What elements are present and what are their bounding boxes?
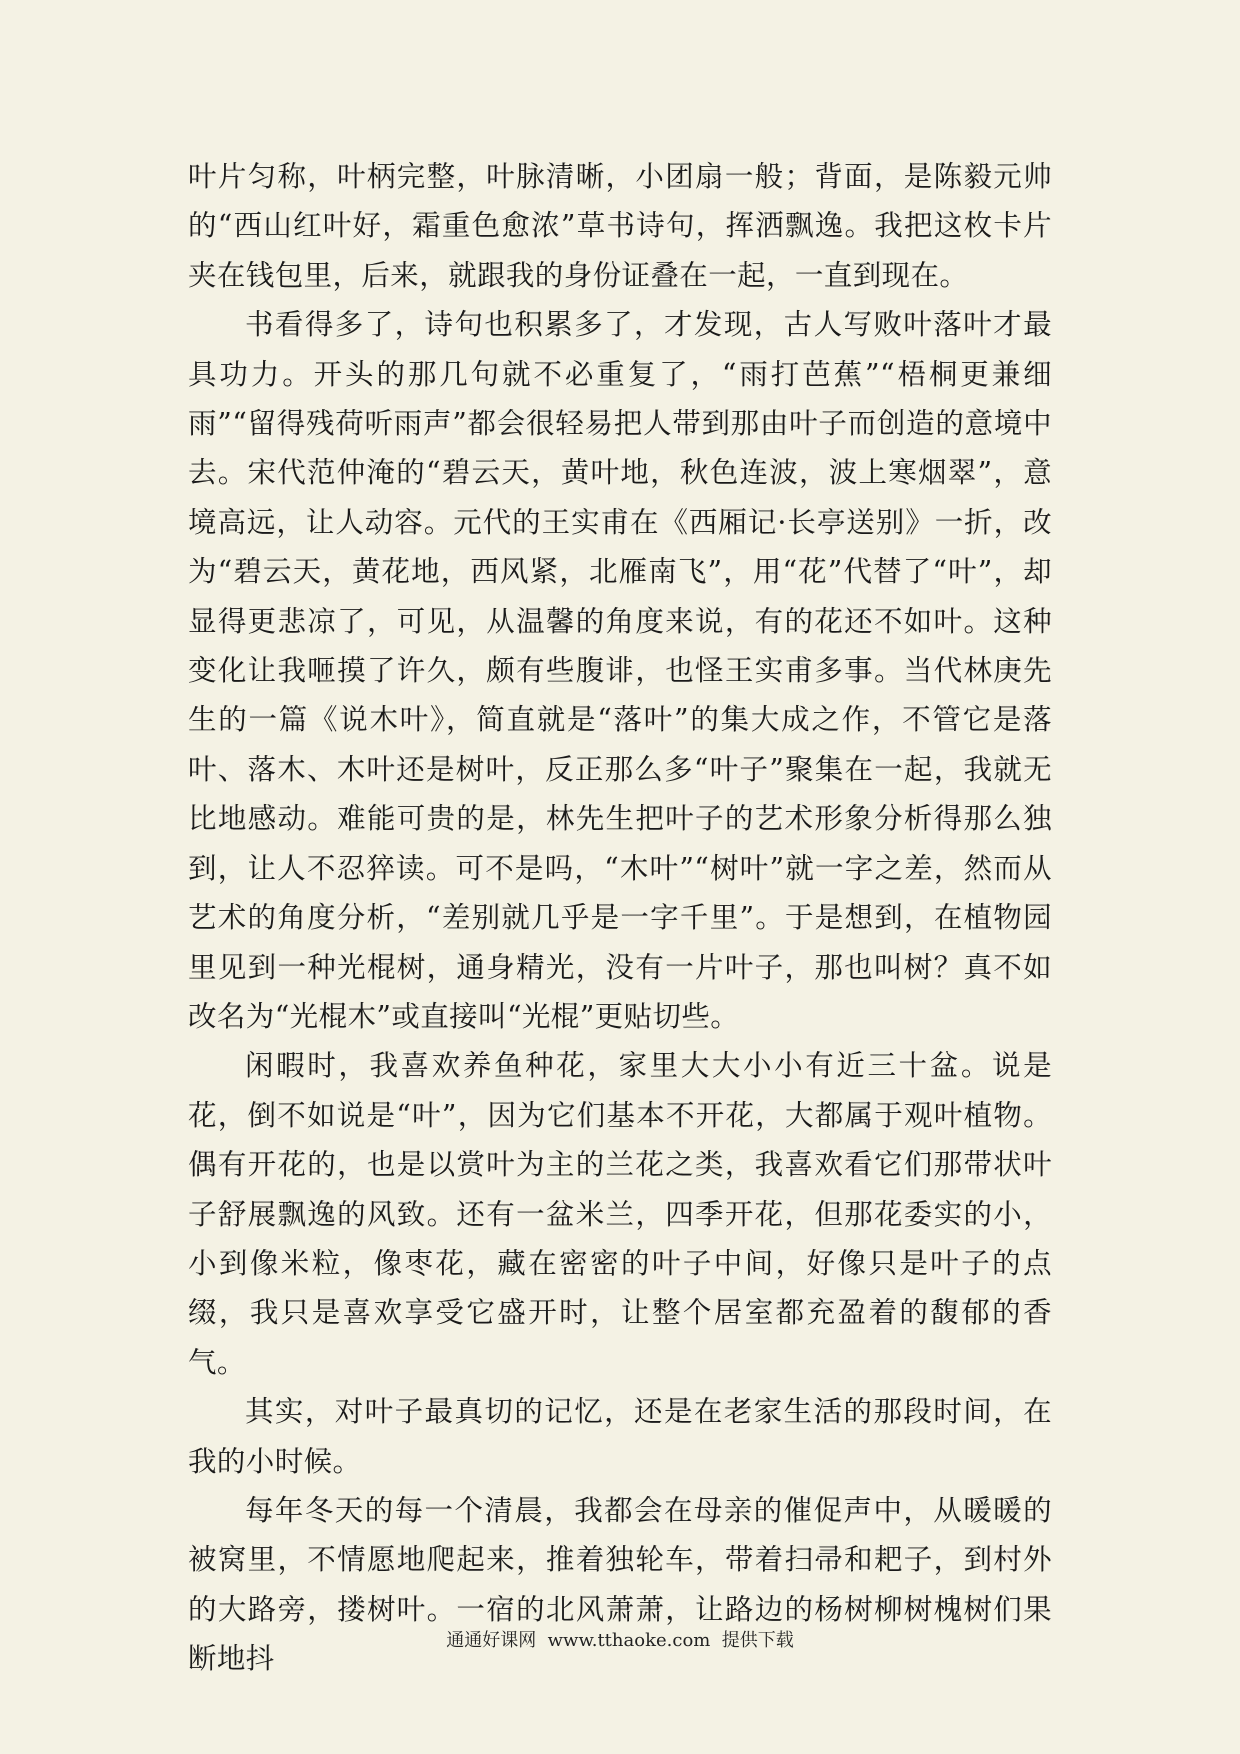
paragraph: 闲暇时，我喜欢养鱼种花，家里大大小小有近三十盆。说是花，倒不如说是“叶”，因为它们基本不开花，大都属于观叶植物。偶有开花的，也是以赏叶为主的兰花之类，我喜欢看它们那带状叶子舒展飘逸的风致。还有一盆米兰，四季开花，但那花委实的小，小到像米粒，像枣花，藏在密密的叶子中间，好像只是叶子的点缀，我只是喜欢享受它盛开时，让整个居室都充盈着的馥郁的香气。 [188, 1049, 1052, 1379]
paragraph-continued: 叶片匀称，叶柄完整，叶脉清晰，小团扇一般；背面，是陈毅元帅的“西山红叶好，霜重色愈浓”草书诗句，挥洒飘逸。我把这枚卡片夹在钱包里，后来，就跟我的身份证叠在一起，一直到现在。 [188, 160, 1052, 292]
paragraph: 书看得多了，诗句也积累多了，才发现，古人写败叶落叶才最具功力。开头的那几句就不必重复了，“雨打芭蕉”“梧桐更兼细雨”“留得残荷听雨声”都会很轻易把人带到那由叶子而创造的意境中去。宋代范仲淹的“碧云天，黄叶地，秋色连波，波上寒烟翠”，意境高远，让人动容。元代的王实甫在《西厢记·长亭送别》一折，改为“碧云天，黄花地，西风紧，北雁南飞”，用“花”代替了“叶”，却显得更悲凉了，可见，从温馨的角度来说，有的花还不如叶。这种变化让我咂摸了许久，颇有些腹诽，也怪王实甫多事。当代林庚先生的一篇《说木叶》，简直就是“落叶”的集大成之作，不管它是落叶、落木、木叶还是树叶，反正那么多“叶子”聚集在一起，我就无比地感动。难能可贵的是，林先生把叶子的艺术形象分析得那么独到，让人不忍猝读。可不是吗，“木叶”“树叶”就一字之差，然而从艺术的角度分析，“差别就几乎是一字千里”。于是想到，在植物园里见到一种光棍树，通身精光，没有一片叶子，那也叫树？真不如改名为“光棍木”或直接叫“光棍”更贴切些。 [188, 308, 1052, 1033]
page-footer: 通通好课网 www.tthaoke.com 提供下载 [446, 1630, 794, 1651]
paragraph: 其实，对叶子最真切的记忆，还是在老家生活的那段时间，在我的小时候。 [188, 1395, 1052, 1478]
paragraph: 每年冬天的每一个清晨，我都会在母亲的催促声中，从暖暖的被窝里，不情愿地爬起来，推着独轮车，带着扫帚和耙子，到村外的大路旁，搂树叶。一宿的北风萧萧，让路边的杨树柳树槐树们果断地抖 [188, 1493, 1052, 1676]
body-text [188, 152, 1052, 1684]
